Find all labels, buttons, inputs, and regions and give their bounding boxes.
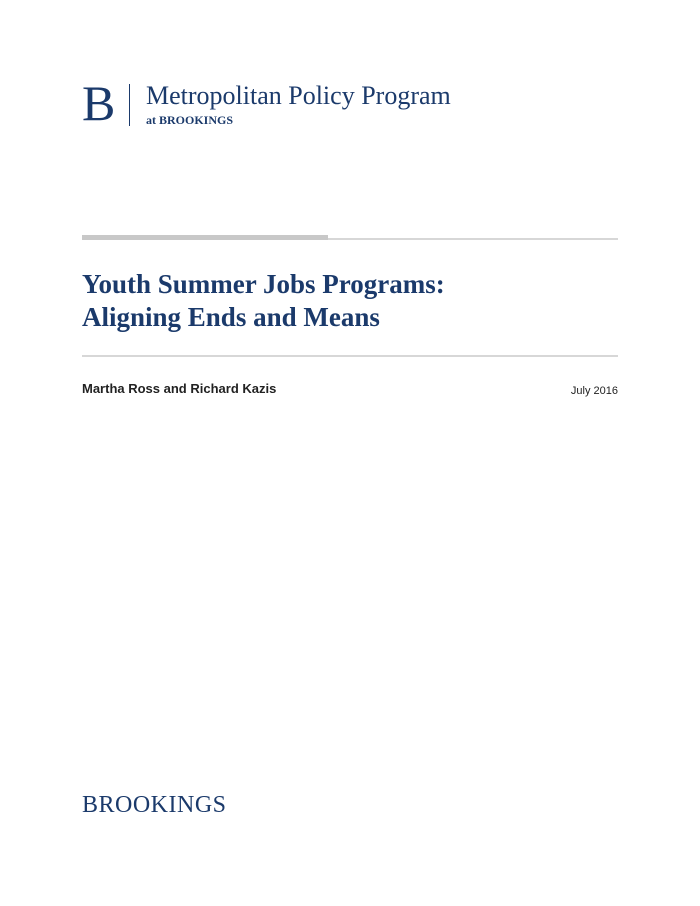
program-name: Metropolitan Policy Program [146, 81, 451, 110]
report-title [82, 268, 622, 334]
report-title-line-2: Aligning Ends and Means [82, 302, 380, 332]
program-logo [82, 75, 502, 131]
program-affiliation: at BROOKINGS [146, 113, 234, 127]
report-authors: Martha Ross and Richard Kazis [82, 381, 277, 396]
report-date: July 2016 [570, 385, 618, 397]
logo-divider [129, 84, 130, 126]
brookings-b-logo-mark: B [82, 75, 116, 131]
brookings-wordmark: BROOKINGS [82, 792, 227, 818]
top-divider-accent [82, 235, 328, 240]
title-divider-rule [82, 355, 618, 357]
report-title-line-1: Youth Summer Jobs Programs: [82, 269, 445, 299]
